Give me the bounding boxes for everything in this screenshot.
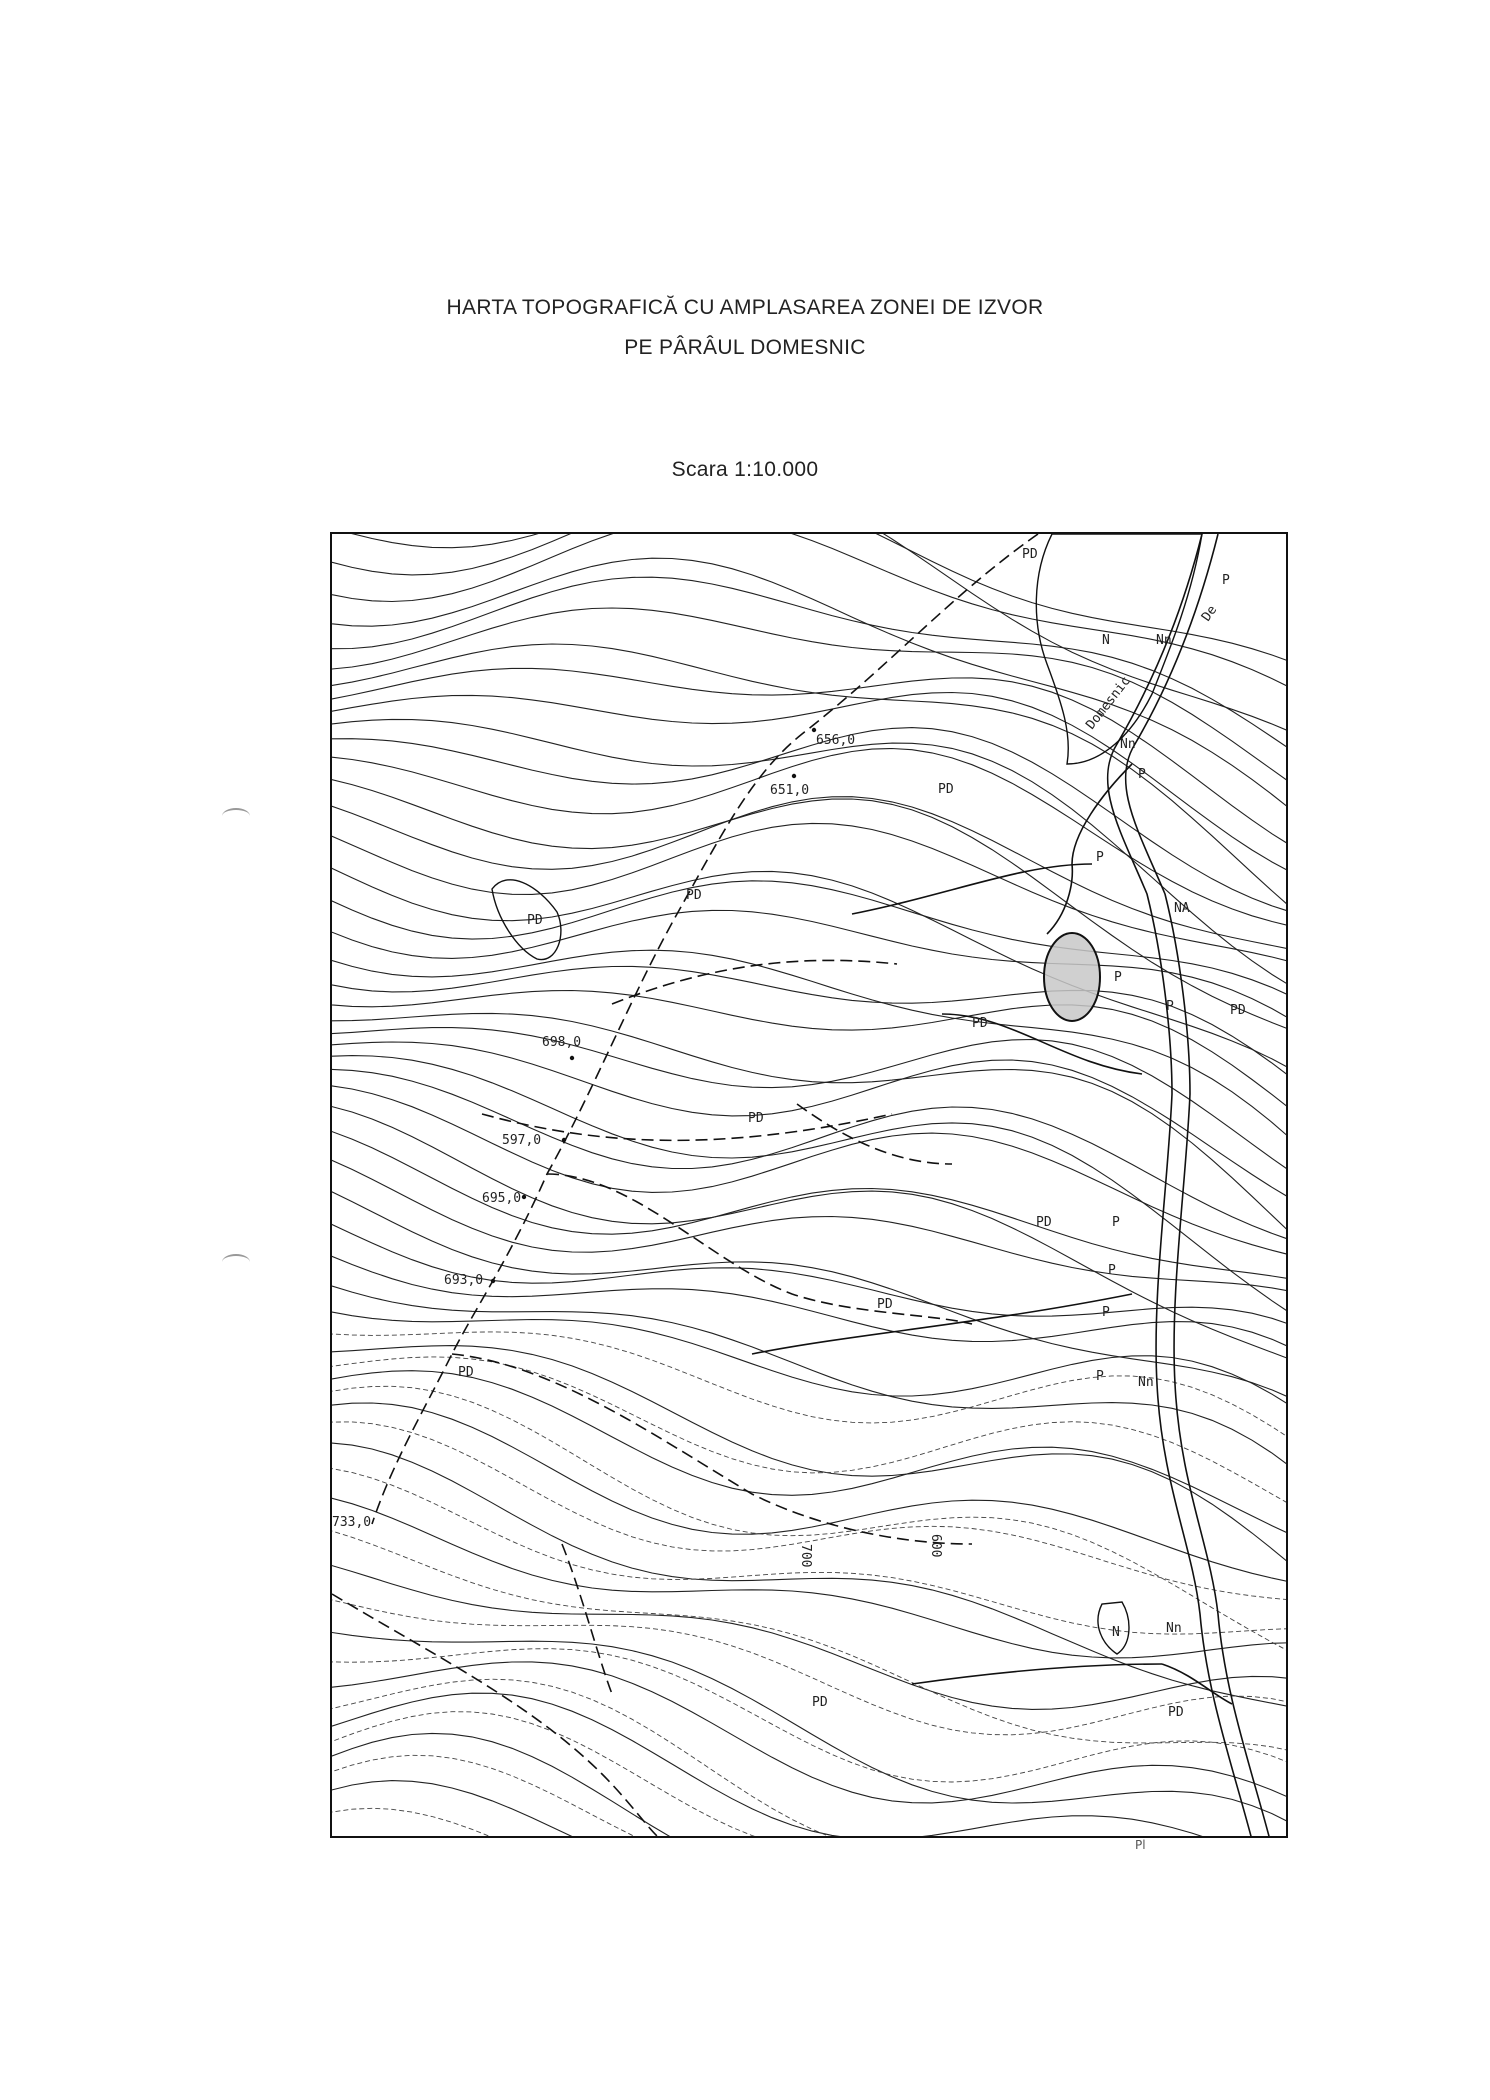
zone-code-nn: Nn [1156, 633, 1172, 648]
elevation-label: 733,0 [332, 1515, 372, 1530]
contour-line [332, 881, 1288, 1007]
contour-line [332, 1069, 1288, 1247]
elevation-label: 698,0 [542, 1035, 582, 1050]
spring-zone [1044, 933, 1100, 1021]
contour-line-dashed [332, 1679, 1288, 1838]
contour-line [332, 1733, 1288, 1838]
elevation-points [491, 728, 816, 1283]
settlement-outlines [492, 534, 1202, 1654]
zone-code-pd-small: PD [686, 888, 702, 903]
contour-line [332, 950, 1288, 1158]
map-canvas [332, 534, 1288, 1838]
elevation-label: 695,0 [482, 1191, 522, 1206]
contour-line-dashed [332, 1332, 1288, 1453]
stream-name: Domesnic [1083, 673, 1134, 733]
zone-code-pd: PD [1036, 1215, 1052, 1230]
zone-code-pd: PD [748, 1111, 764, 1126]
zone-code-pd: PD [877, 1297, 893, 1312]
zone-code-pd: PD [972, 1016, 988, 1031]
contour-line [332, 668, 1288, 857]
contour-line-dashed [332, 1386, 1288, 1663]
topographic-map [330, 532, 1288, 1838]
contour-line-dashed [332, 1755, 1288, 1838]
zone-code-nn: Nn [1166, 1621, 1182, 1636]
contour-line [332, 534, 1288, 699]
zone-code-pd: PD [812, 1695, 828, 1710]
elevation-label: 693,0 [444, 1273, 484, 1288]
contour-lines-dashed [332, 1332, 1288, 1838]
contour-line-dashed [332, 1808, 1288, 1838]
contour-line [332, 1042, 1288, 1210]
contour-line [332, 1781, 1288, 1838]
elevation-label: 597,0 [502, 1133, 542, 1148]
zone-code-p: P [1112, 1215, 1120, 1230]
zone-code-n: N [1112, 1625, 1120, 1640]
zone-code-p: P [1108, 1263, 1116, 1278]
zone-code-n: N [1102, 633, 1110, 648]
streams [752, 534, 1270, 1838]
contour-line [332, 1443, 1288, 1711]
map-title-line-2: PE PÂRÂUL DOMESNIC [624, 336, 866, 359]
contour-lines [332, 534, 1288, 1838]
zone-code-na: NA [1174, 901, 1190, 916]
contour-line [332, 1084, 1288, 1260]
zone-code-p: P [1102, 1305, 1110, 1320]
zone-code-nn: Nn [1120, 737, 1136, 752]
contour-line-dashed [332, 1422, 1288, 1602]
contour-line [332, 534, 1288, 670]
contour-line [332, 1103, 1288, 1368]
contour-line [332, 1248, 1288, 1359]
stream-name-partial: De [1198, 602, 1221, 625]
punch-hole-mark [222, 808, 250, 824]
contour-line [332, 910, 1288, 1032]
zone-code-p: P [1114, 970, 1122, 985]
zone-code-nn: Nn [1138, 1375, 1154, 1390]
zone-code-pd: PD [527, 913, 543, 928]
contour-line [332, 1560, 1288, 1709]
corner-mark: Pl [1135, 1838, 1146, 1852]
elevation-label: 700 [798, 1544, 813, 1568]
contour-line [332, 1629, 1288, 1835]
zone-code-pd: PD [1168, 1705, 1184, 1720]
zone-code-pd: PD [1230, 1003, 1246, 1018]
contour-line [332, 966, 1288, 1093]
zone-code-p: P [1138, 767, 1146, 782]
zone-code-p: P [1096, 850, 1104, 865]
contour-line [332, 693, 1288, 882]
zone-code-p: P [1096, 1369, 1104, 1384]
elevation-labels [332, 733, 943, 1567]
contour-line [332, 1308, 1288, 1420]
zone-code-pd: PD [938, 782, 954, 797]
zone-code-p: P [1222, 573, 1230, 588]
zone-code-pd: PD [458, 1365, 474, 1380]
contour-line [332, 644, 1288, 925]
contour-line-dashed [332, 1712, 1288, 1838]
map-title-line-1: HARTA TOPOGRAFICĂ CU AMPLASAREA ZONEI DE IZVOR [446, 296, 1044, 319]
elevation-label: 600 [928, 1534, 943, 1558]
punch-hole-mark [222, 1254, 250, 1270]
contour-line [332, 1662, 1288, 1808]
map-scale: Scara 1:10.000 [671, 458, 819, 481]
zone-code-pd-small: PD [1022, 547, 1038, 562]
contour-line-dashed [332, 1649, 1288, 1782]
elevation-label: 651,0 [770, 783, 810, 798]
zone-code-p: P [1166, 999, 1174, 1014]
elevation-label: 656,0 [816, 733, 856, 748]
